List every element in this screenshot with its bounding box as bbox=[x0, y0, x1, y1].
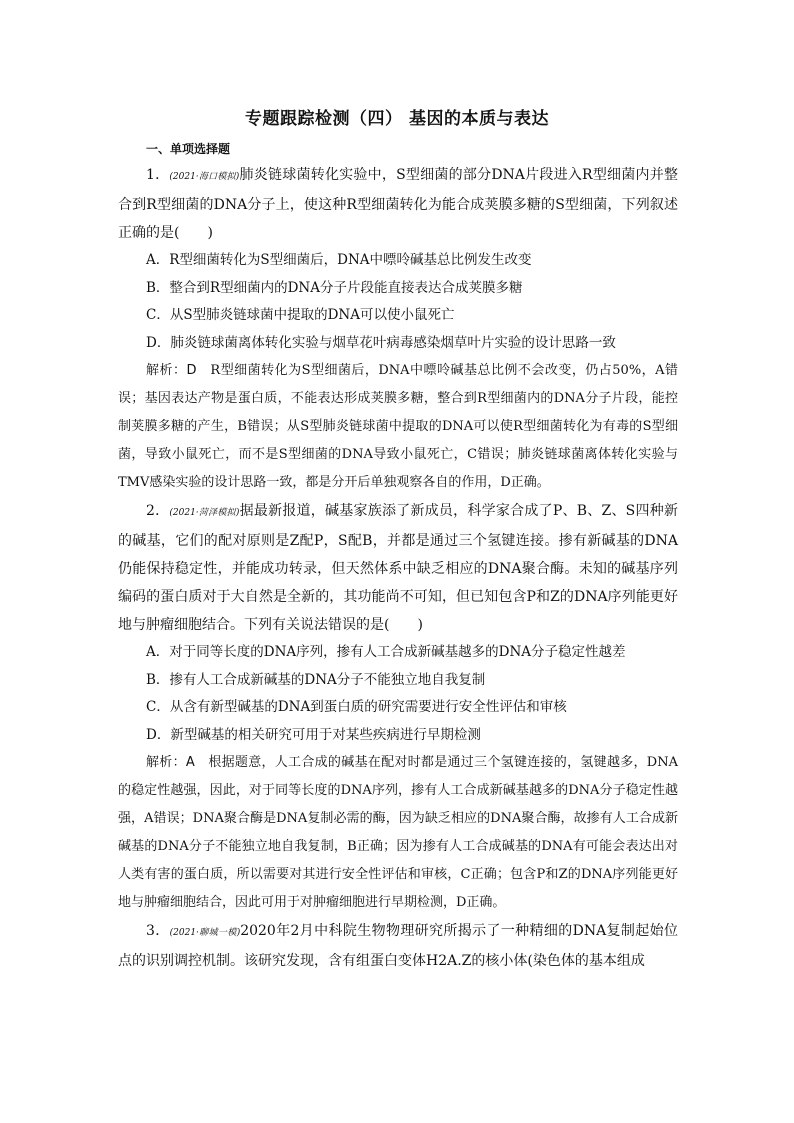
question-1-analysis bbox=[118, 357, 678, 497]
question-text: 肺炎链球菌转化实验中，S型细菌的部分DNA片段进入R型细菌内并整合到R型细菌的DNA分子上，使这种R型细菌转化为能合成荚膜多糖的S型细菌，下列叙述正确的是( ) bbox=[118, 167, 678, 241]
question-1-option-d: D．肺炎链球菌离体转化实验与烟草花叶病毒感染烟草叶片实验的设计思路一致 bbox=[146, 334, 616, 351]
question-text: 2020年2月中科院生物物理研究所揭示了一种精细的DNA复制起始位点的识别调控机制。该研究发现，含有组蛋白变体H2A.Z的核小体(染色体的基本组成 bbox=[118, 923, 678, 969]
question-3-stem bbox=[118, 917, 678, 975]
document-body bbox=[118, 137, 678, 975]
question-1-option-b: B．整合到R型细菌内的DNA分子片段能直接表达合成荚膜多糖 bbox=[146, 279, 523, 296]
question-number: 3． bbox=[146, 923, 170, 939]
question-1-option-a: A．R型细菌转化为S型细菌后，DNA中嘌呤碱基总比例发生改变 bbox=[146, 252, 532, 268]
analysis-text: 根据题意，人工合成的碱基在配对时都是通过三个氢键连接的，氢键越多，DNA的稳定性越强，因此，对于同等长度的DNA序列，掺有人工合成新碱基越多的DNA分子稳定性越强，A错误；DNA聚合酶是DNA复制必需的酶，因为缺乏相应的DNA聚合酶，故掺有人工合成新碱基的DNA分子不能独立地自我复制，B正确；因为掺有人工合成碱基的DNA有可能会表达出对人类有害的蛋白质，所以需要对其进行安全性评估和审核，C正确；包含P和Z的DNA序列能更好地与肿瘤细胞结合，因此可用于对肿瘤细胞进行早期检测，D正确。 bbox=[118, 755, 678, 910]
page-title: 专题跟踪检测（四） 基因的本质与表达 bbox=[245, 109, 549, 129]
question-2-option-b: B．掺有人工合成新碱基的DNA分子不能独立地自我复制 bbox=[146, 671, 486, 688]
question-2-option-c: C．从含有新型碱基的DNA到蛋白质的研究需要进行安全性评估和审核 bbox=[146, 699, 567, 715]
analysis-label: 解析：A bbox=[146, 755, 195, 770]
question-number: 1． bbox=[146, 167, 170, 183]
question-2-option-d: D．新型碱基的相关研究可用于对某些疾病进行早期检测 bbox=[146, 726, 481, 743]
question-source: (2021·海口模拟) bbox=[169, 172, 240, 182]
section-heading: 一、单项选择题 bbox=[146, 142, 231, 156]
question-source: (2021·聊城一模) bbox=[169, 928, 241, 938]
question-1-stem bbox=[118, 161, 678, 247]
question-2-stem bbox=[118, 497, 678, 639]
question-number: 2． bbox=[146, 503, 170, 519]
question-1-option-c: C．从S型肺炎链球菌中提取的DNA可以使小鼠死亡 bbox=[146, 307, 455, 323]
question-2-option-a: A．对于同等长度的DNA序列，掺有人工合成新碱基越多的DNA分子稳定性越差 bbox=[146, 644, 626, 660]
question-source: (2021·菏泽模拟) bbox=[169, 508, 240, 518]
question-text: 据最新报道，碱基家族添了新成员，科学家合成了P、B、Z、S四种新的碱基，它们的配对原则是Z配P，S配B，并都是通过三个氢键连接。掺有新碱基的DNA仍能保持稳定性，并能成功转录，但天然体系中缺乏相应的DNA聚合酶。未知的碱基序列编码的蛋白质对于大自然是全新的，其功能尚不可知，但已知包含P和Z的DNA序列能更好地与肿瘤细胞结合。下列有关说法错误的是( ) bbox=[118, 503, 678, 633]
analysis-text: R型细菌转化为S型细菌后，DNA中嘌呤碱基总比例不会改变，仍占50%，A错误；基因表达产物是蛋白质，不能表达形成荚膜多糖，整合到R型细菌内的DNA分子片段，能控制荚膜多糖的产生，B错误；从S型肺炎链球菌中提取的DNA可以使R型细菌转化为有毒的S型细菌，导致小鼠死亡，而不是S型细菌的DNA导致小鼠死亡，C错误；肺炎链球菌离体转化实验与TMV感染实验的设计思路一致，都是分开后单独观察各自的作用，D正确。 bbox=[118, 363, 678, 490]
analysis-label: 解析：D bbox=[146, 363, 197, 378]
question-2-analysis bbox=[118, 749, 678, 917]
